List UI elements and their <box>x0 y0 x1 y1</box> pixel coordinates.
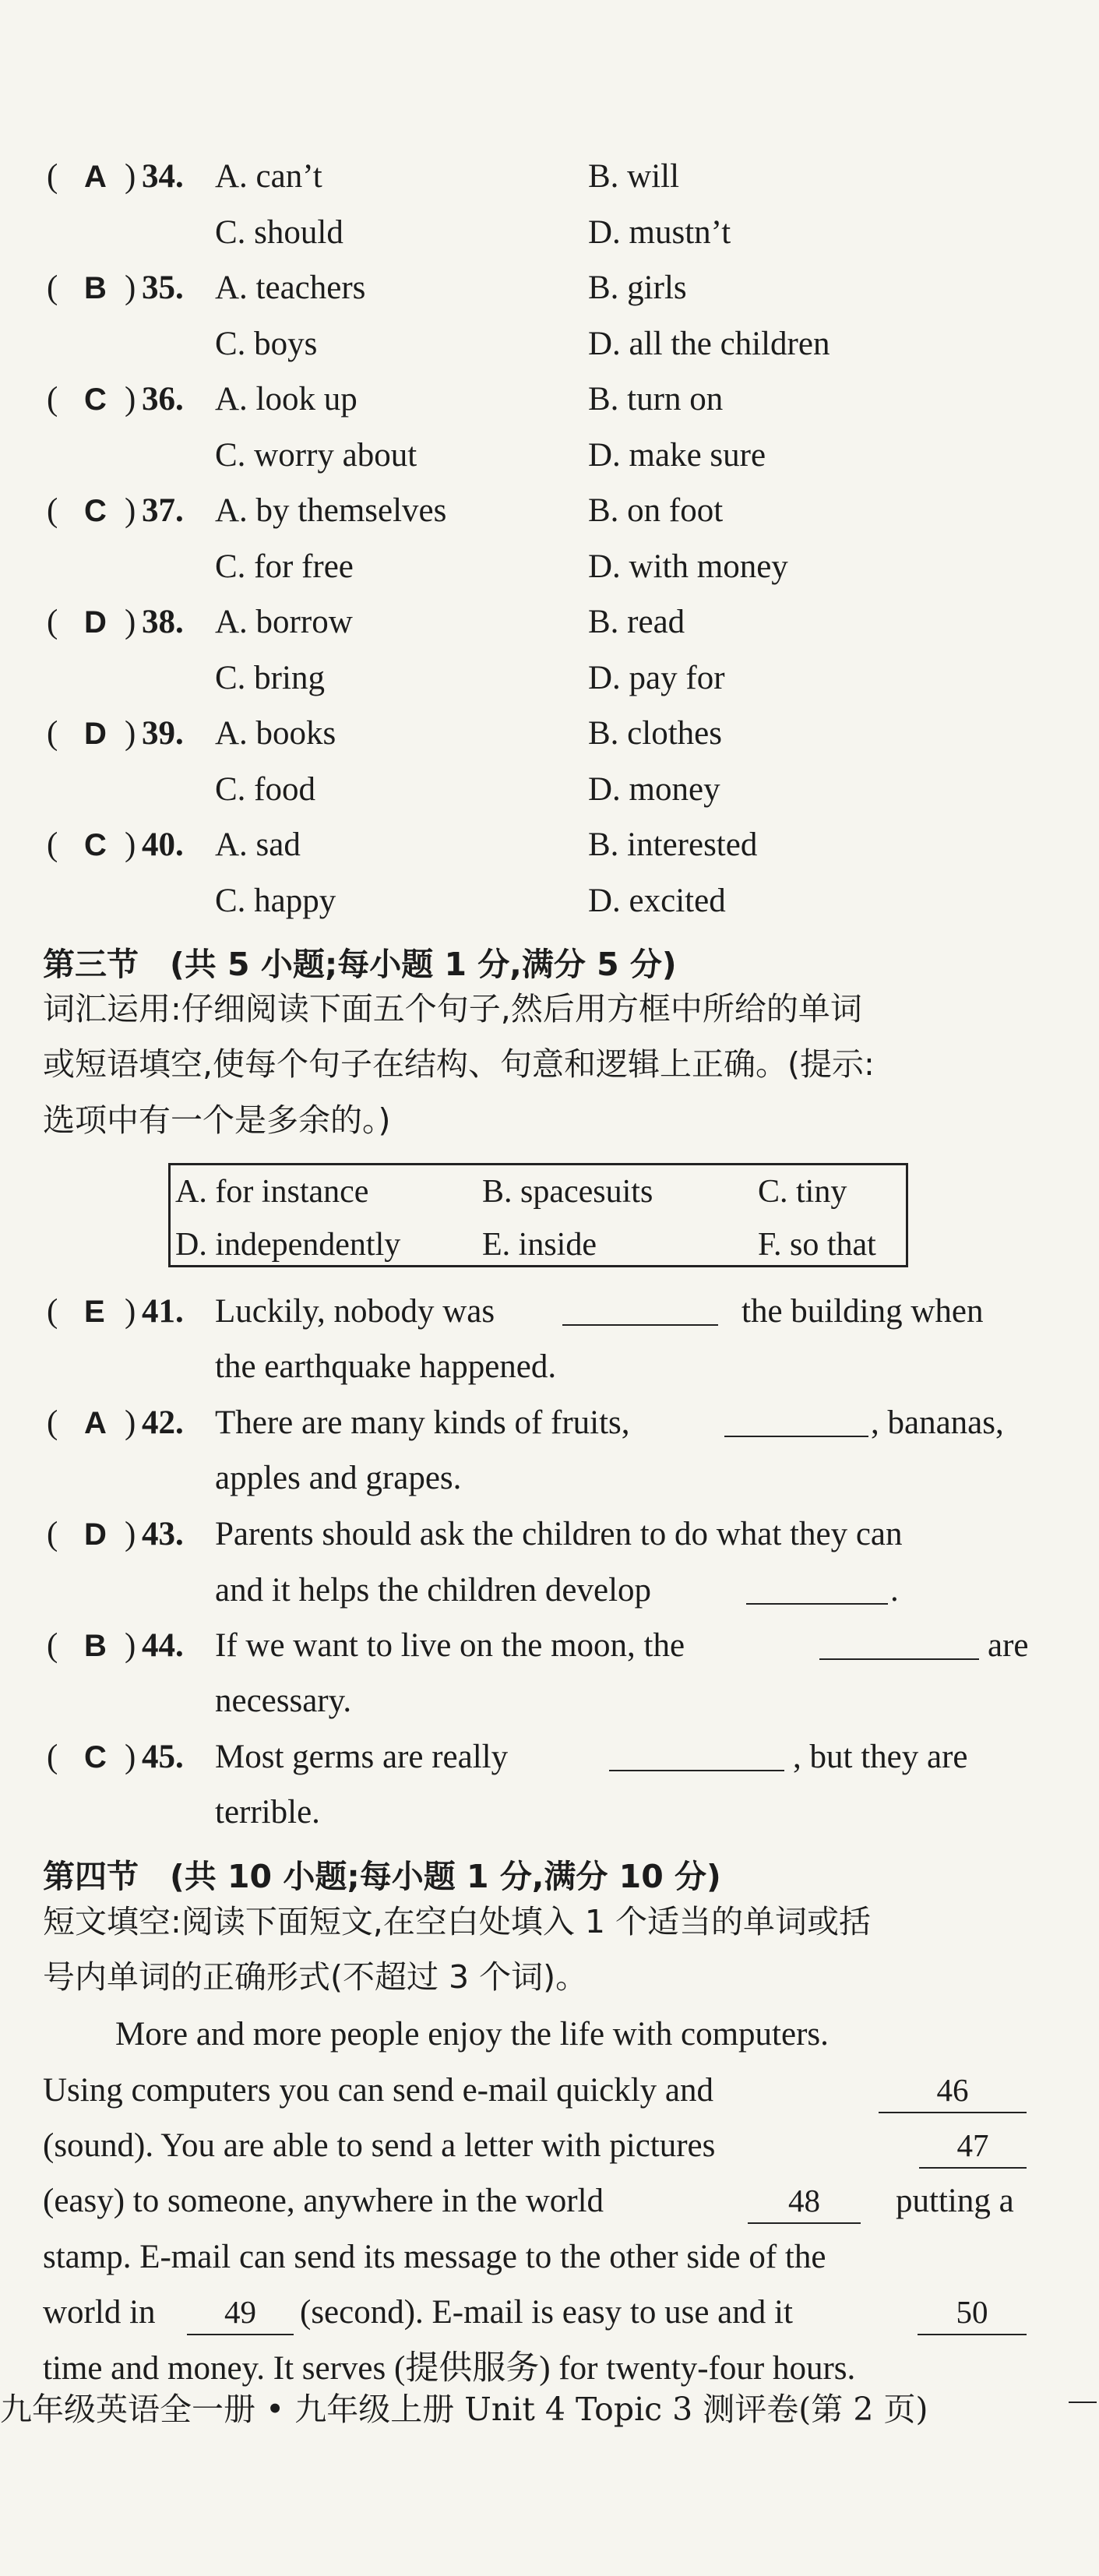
option-c-35[interactable]: C. boys <box>215 326 318 362</box>
answer-38: D <box>84 605 107 640</box>
answer-41: E <box>84 1295 105 1329</box>
section4-heading <box>43 1851 721 1897</box>
answer-37: C <box>84 494 107 528</box>
answer-39: D <box>84 717 107 751</box>
answer-42: A <box>84 1406 107 1440</box>
question-45-text-b: , but they are <box>793 1739 968 1775</box>
option-c-34[interactable]: C. should <box>215 214 343 251</box>
paren-open: ( <box>47 826 58 863</box>
passage-line5: stamp. E-mail can send its message to the other side of the <box>43 2239 826 2275</box>
answer-34: A <box>84 160 107 194</box>
option-b-38[interactable]: B. read <box>588 604 685 640</box>
section3-instruction-line2: 或短语填空,使每个句子在结构、句意和逻辑上正确。(提示: <box>43 1045 875 1083</box>
question-44-text-c: necessary. <box>215 1683 352 1719</box>
section4-instruction-line1: 短文填空:阅读下面短文,在空白处填入 1 个适当的单词或括 <box>43 1903 871 1940</box>
blank-48[interactable]: 48 <box>748 2182 861 2224</box>
passage-line6-text-b: (second). E-mail is easy to use and it <box>300 2294 793 2331</box>
word-option-d: D. independently <box>175 1227 401 1263</box>
option-d-38[interactable]: D. pay for <box>588 660 725 696</box>
section3-instruction-line3: 选项中有一个是多余的。) <box>43 1101 391 1139</box>
option-b-35[interactable]: B. girls <box>588 270 687 306</box>
option-b-36[interactable]: B. turn on <box>588 381 724 418</box>
paren-close: ) <box>125 604 136 640</box>
question-number-37: 37. <box>142 492 184 529</box>
blank-47[interactable]: 47 <box>919 2127 1027 2169</box>
section4-instruction-line2: 号内单词的正确形式(不超过 3 个词)。 <box>43 1958 588 1996</box>
question-43-period: . <box>890 1572 899 1609</box>
option-c-40[interactable]: C. happy <box>215 883 336 919</box>
option-d-35[interactable]: D. all the children <box>588 326 830 362</box>
question-41-text-a: Luckily, nobody was <box>215 1293 495 1330</box>
option-d-39[interactable]: D. money <box>588 771 720 808</box>
answer-45: C <box>84 1740 107 1774</box>
blank-44[interactable] <box>819 1629 979 1660</box>
option-d-34[interactable]: D. mustn’t <box>588 214 731 251</box>
section4-subtitle: (共 10 小题;每小题 1 分,满分 10 分) <box>170 1858 721 1895</box>
section3-heading <box>43 939 677 985</box>
paren-open: ( <box>47 715 58 752</box>
option-c-36[interactable]: C. worry about <box>215 437 417 474</box>
option-a-34[interactable]: A. can’t <box>215 158 322 195</box>
question-number-45: 45. <box>142 1739 184 1775</box>
passage-line4-text-a: (easy) to someone, anywhere in the world <box>43 2183 604 2219</box>
option-b-39[interactable]: B. clothes <box>588 715 722 752</box>
word-box <box>168 1163 908 1267</box>
option-d-37[interactable]: D. with money <box>588 548 788 585</box>
question-41-text-b: the building when <box>741 1293 984 1330</box>
passage-line7: time and money. It serves (提供服务) for twenty-four hours. <box>43 2350 856 2387</box>
blank-43[interactable] <box>746 1573 888 1605</box>
answer-40: C <box>84 828 107 862</box>
passage-line6-text-a: world in <box>43 2294 156 2331</box>
option-a-40[interactable]: A. sad <box>215 826 301 863</box>
passage-line2-text: Using computers you can send e-mail quickly and <box>43 2072 713 2109</box>
option-c-39[interactable]: C. food <box>215 771 315 808</box>
question-number-44: 44. <box>142 1627 184 1664</box>
option-a-37[interactable]: A. by themselves <box>215 492 447 529</box>
section4-title: 第四节 <box>43 1858 139 1895</box>
question-43-text-a: Parents should ask the children to do what they can <box>215 1516 903 1552</box>
question-number-36: 36. <box>142 381 184 418</box>
question-45-text-a: Most germs are really <box>215 1739 509 1775</box>
option-c-38[interactable]: C. bring <box>215 660 325 696</box>
paren-close: ) <box>125 715 136 752</box>
passage-line4-text-b: putting a <box>896 2183 1014 2219</box>
question-42-text-b: , bananas, <box>871 1404 1004 1441</box>
question-41-text-c: the earthquake happened. <box>215 1348 557 1385</box>
answer-44: B <box>84 1629 107 1663</box>
blank-41[interactable] <box>562 1295 718 1326</box>
option-a-35[interactable]: A. teachers <box>215 270 366 306</box>
question-42-text-c: apples and grapes. <box>215 1460 462 1496</box>
blank-42[interactable] <box>724 1406 868 1437</box>
option-b-40[interactable]: B. interested <box>588 826 758 863</box>
paren-open: ( <box>47 492 58 529</box>
footer-dash <box>1069 2402 1097 2403</box>
option-a-39[interactable]: A. books <box>215 715 336 752</box>
paren-close: ) <box>125 381 136 418</box>
section3-instruction-line1: 词汇运用:仔细阅读下面五个句子,然后用方框中所给的单词 <box>43 990 862 1027</box>
question-42-text-a: There are many kinds of fruits, <box>215 1404 630 1441</box>
word-option-e: E. inside <box>482 1227 597 1263</box>
word-option-c: C. tiny <box>758 1174 847 1210</box>
page-footer: 九年级英语全一册 • 九年级上册 Unit 4 Topic 3 测评卷(第 2 页) <box>0 2391 928 2428</box>
option-b-37[interactable]: B. on foot <box>588 492 724 529</box>
passage-line3-text: (sound). You are able to send a letter with pictures <box>43 2127 716 2164</box>
option-a-36[interactable]: A. look up <box>215 381 358 418</box>
option-d-36[interactable]: D. make sure <box>588 437 766 474</box>
word-option-b: B. spacesuits <box>482 1174 653 1210</box>
worksheet-page: ( A ) 34. A. can’t B. will C. should D. mustn’t ( B ) 35. A. teachers B. girls C. boys D. all the children ( C ) 36. A. look up B. turn on C. worry about D. make sure ( C ) 37. A. by themselves B. on foot C. for free D. with money ( D ) 38. A. borrow B. read C. bring D. pay for ( D ) 39. A. books B. clothes C. food D. money ( C ) 40. A. sad B. interested C. happy D. excited 第三节 (共 5 小题;每小题 1 分,满分 5 分) 词汇运用:仔细阅读下面五个句子,然后用方框中所给的单词 或短语填空,使每个句子在结构、句意和逻辑上正确。(提示: 选项中有一个是多余的。) A. for instance B. spacesuits C. tiny D. independently E. inside F. so that ( E ) 41. Luckily, nobody was the building when the earthquake happened. ( A ) 42. There are many kinds of fruits, , bananas, apples and grapes. ( D ) 43. Parents should ask the children to do what they can and it helps the children develop . ( B ) 44. If we want to live on the moon, the are necessary. ( C ) 45. Most germs are really , but they are terrible. 第四节 (共 10 小题;每小题 1 分,满分 10 分) 短文填空:阅读下面短文,在空白处填入 1 个适当的单词或括 号内单词的正确形式(不超过 3 个词)。 More and more people enjoy the life with computers. Using computers you can send e-mail quickly and 46 (sound). You are able to send a letter with pictures 47 (easy) to someone, anywhere in the world putting a 48 stamp. E-mail can send its message to the other side of the world in (second). E-mail is easy to use and it 49 50 time and money. It serves (提供服务) for twenty-four hours. 九年级英语全一册 • 九年级上册 Unit 4 Topic 3 测评卷(第 2 页) <box>0 0 1099 2576</box>
question-number-34: 34. <box>142 158 184 195</box>
question-number-38: 38. <box>142 604 184 640</box>
blank-49[interactable]: 49 <box>187 2293 294 2335</box>
question-44-text-a: If we want to live on the moon, the <box>215 1627 685 1664</box>
question-45-text-c: terrible. <box>215 1794 320 1831</box>
answer-36: C <box>84 382 107 417</box>
option-a-38[interactable]: A. borrow <box>215 604 353 640</box>
question-number-39: 39. <box>142 715 184 752</box>
answer-35: B <box>84 271 107 305</box>
option-c-37[interactable]: C. for free <box>215 548 354 585</box>
question-43-text-c: and it helps the children develop <box>215 1572 652 1609</box>
question-number-42: 42. <box>142 1404 184 1441</box>
question-number-43: 43. <box>142 1516 184 1552</box>
paren-open: ( <box>47 381 58 418</box>
blank-50[interactable]: 50 <box>918 2293 1027 2335</box>
paren-close: ) <box>125 270 136 306</box>
question-number-40: 40. <box>142 826 184 863</box>
word-option-a: A. for instance <box>175 1174 369 1210</box>
paren-close: ) <box>125 492 136 529</box>
answer-43: D <box>84 1517 107 1552</box>
question-44-text-b: are <box>988 1627 1029 1664</box>
question-number-35: 35. <box>142 270 184 306</box>
option-b-34[interactable]: B. will <box>588 158 680 195</box>
passage-line1: More and more people enjoy the life with computers. <box>115 2016 829 2053</box>
paren-close: ) <box>125 158 136 195</box>
blank-46[interactable]: 46 <box>879 2071 1027 2113</box>
paren-open: ( <box>47 604 58 640</box>
question-number-41: 41. <box>142 1293 184 1330</box>
blank-45[interactable] <box>609 1740 784 1771</box>
section3-subtitle: (共 5 小题;每小题 1 分,满分 5 分) <box>170 946 677 983</box>
paren-open: ( <box>47 158 58 195</box>
word-option-f: F. so that <box>758 1227 876 1263</box>
paren-close: ) <box>125 826 136 863</box>
section3-title: 第三节 <box>43 946 139 983</box>
paren-open: ( <box>47 270 58 306</box>
option-d-40[interactable]: D. excited <box>588 883 726 919</box>
